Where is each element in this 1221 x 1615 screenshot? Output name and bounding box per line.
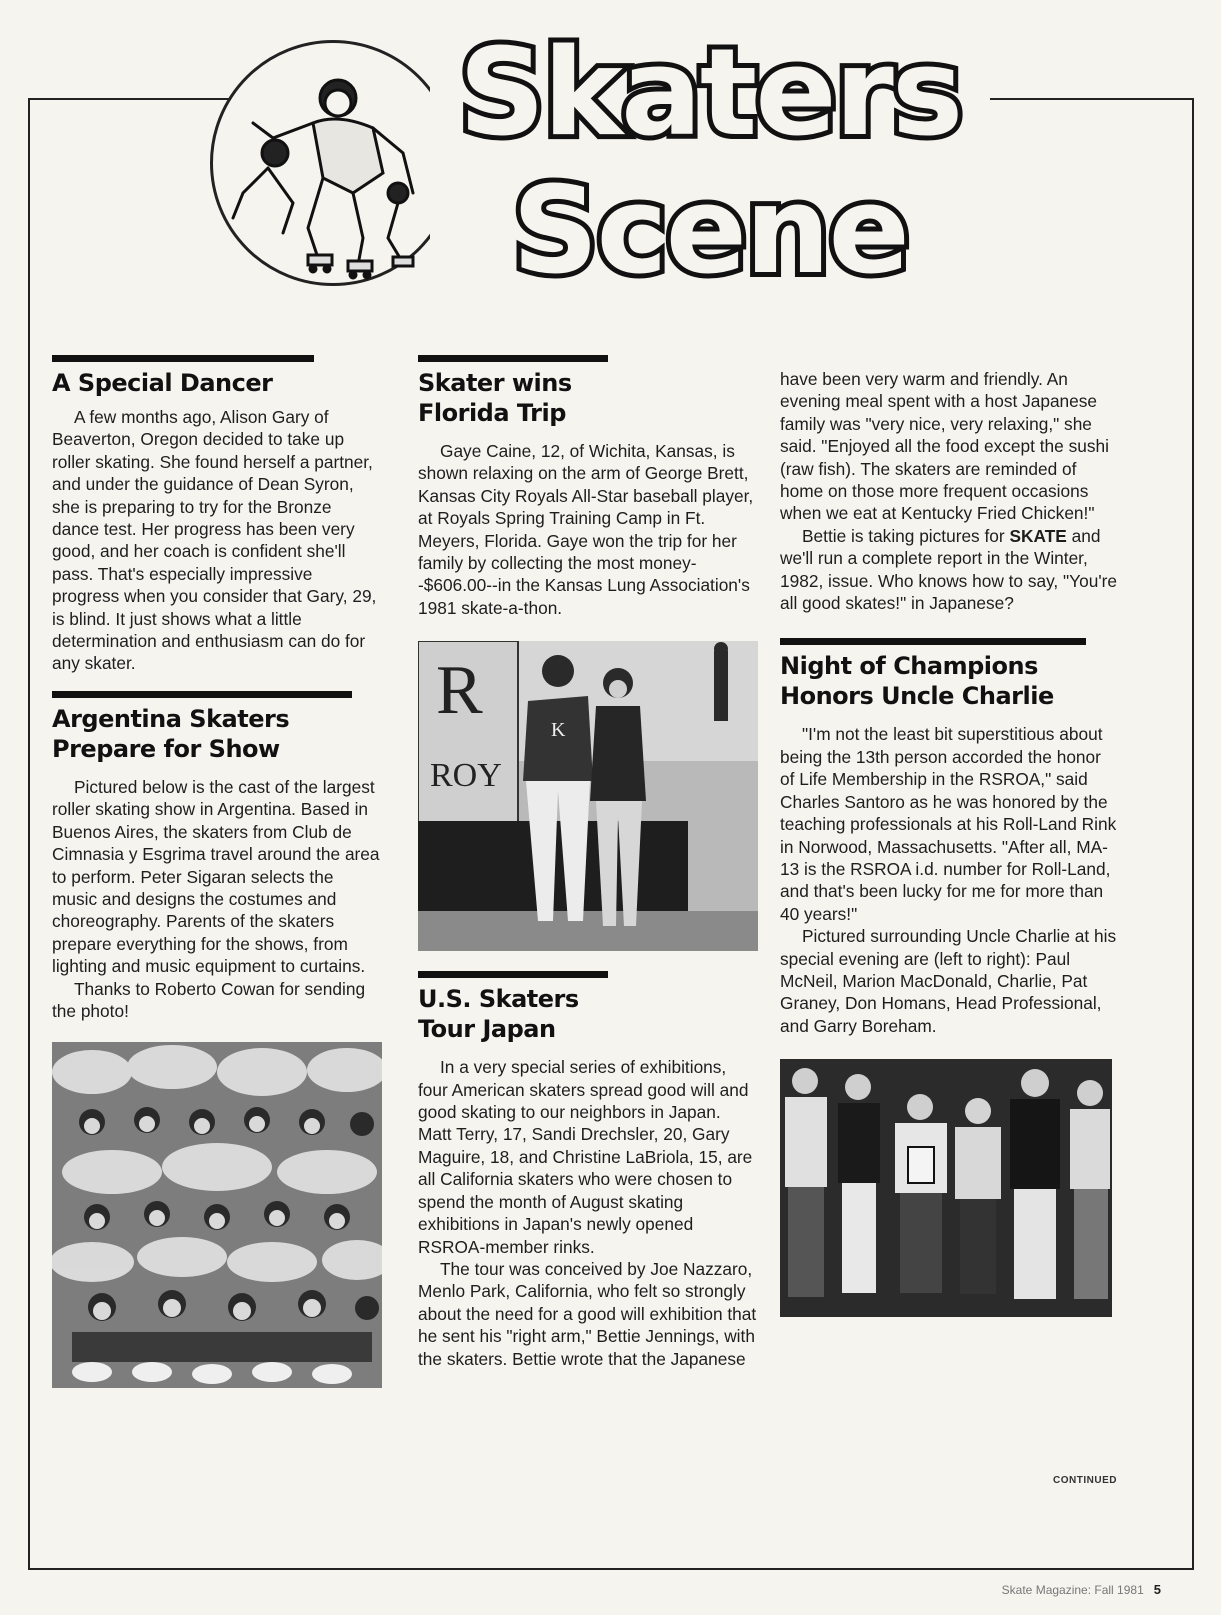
article-body-champions-2: Pictured surrounding Uncle Charlie at his special evening are (left to right): Paul McNeil, Marion MacDonald, Charlie, Pat Graney, Don Homans, Head Professional, and Garry Boreham. — [780, 926, 1117, 1036]
column-1 — [52, 355, 382, 1388]
page-footer — [1002, 1582, 1161, 1597]
article-title-japan — [418, 984, 758, 1044]
article-title-champions — [780, 651, 1120, 711]
skaters-drawing-icon — [213, 43, 453, 283]
article-body-argentina: Pictured below is the cast of the largest roller skating show in Argentina. Based in Buenos Aires, the skaters from Club de Cimnasia y Esgrima travel around the area to perform. Peter Sigaran selects the music and designs the costumes and choreography. Parents of the skaters prepare everything for the shows, from lighting and music equipment to curtains. — [52, 776, 380, 977]
section-rule — [780, 638, 1086, 645]
article-body-champions-1: "I'm not the least bit superstitious about being the 13th person accorded the honor of Life Membership in the RSROA," said Charles Santoro as he was honored by the teaching professionals at his Roll-Land Rink in Norwood, Massachusetts. "After all, MA-13 is the RSROA i.d. number for Roll-Land, and that's been lucky for me for more than 40 years!" — [780, 724, 1117, 924]
sign-letter-r: R — [436, 652, 483, 730]
continued-label: CONTINUED — [1053, 1475, 1117, 1486]
article-title-line: Prepare for Show — [52, 734, 280, 763]
sign-letters-roy: ROY — [430, 757, 502, 795]
article-body-florida: Gaye Caine, 12, of Wichita, Kansas, is shown relaxing on the arm of George Brett, Kansas City Royals All-Star baseball player, at Royals Spring Training Camp in Ft. Meyers, Florida. Gaye won the trip for her family by collecting the most money--$606.00--in the Kansas Lung Association's 1981 skate-a-thon. — [418, 441, 754, 618]
masthead-line-2: Scene — [512, 162, 908, 301]
text-span: Bettie is taking pictures for — [802, 525, 1005, 546]
page-number: 5 — [1153, 1582, 1161, 1597]
column-3 — [780, 368, 1120, 1317]
article-body-special-dancer: A few months ago, Alison Gary of Beaverton, Oregon decided to take up roller skating. She found herself a partner, and under the guidance of Dean Syron, she is preparing to try for the Bronze dance test. Her progress has been very good, and her coach is confident she'll pass. That's especially impressive progress when you consider that Gary, 29, is blind. It just shows what a little determination and enthusiasm can do for any skater. — [52, 407, 377, 674]
article-title-line: Honors Uncle Charlie — [780, 682, 1054, 711]
magazine-issue: Skate Magazine: Fall 1981 — [1001, 1583, 1144, 1597]
article-title-line: Florida Trip — [418, 399, 566, 427]
article-title-special-dancer: A Special Dancer — [52, 369, 273, 397]
article-title-florida — [418, 368, 758, 428]
article-title-line: Skater wins — [418, 369, 572, 397]
article-body-argentina-thanks: Thanks to Roberto Cowan for sending the photo! — [52, 978, 366, 1021]
article-title-line: Argentina Skaters — [52, 704, 290, 733]
article-body-japan-3: have been very warm and friendly. An evening meal spent with a host Japanese family was "very nice, very relaxing," she said. "Enjoyed all the food except the sushi (raw fish). The skaters are reminded of home on those more frequent occasions when we eat at Kentucky Fried Chicken!" — [780, 369, 1109, 524]
article-title-line: Night of Champions — [780, 652, 1038, 681]
masthead — [430, 22, 990, 312]
section-rule — [52, 691, 352, 698]
section-rule — [418, 971, 608, 978]
article-title-line: Tour Japan — [418, 1015, 556, 1044]
masthead-line-1: Skaters — [458, 24, 962, 163]
text-span: and we'll run a complete report in the Winter, 1982, issue. Who knows how to say, "You're all good skates!" in Japanese? — [780, 525, 1117, 614]
magazine-name: SKATE — [1009, 525, 1067, 546]
column-2 — [418, 355, 758, 1370]
article-body-japan-1: In a very special series of exhibitions, four American skaters spread good will and good skating to our neighbors in Japan. Matt Terry, 17, Sandi Drechsler, 20, Gary Maguire, 18, and Christine LaBriola, 15, are all California skaters who were chosen to spend the month of August skating exhibitions in Japan's newly opened RSROA-member rinks. — [418, 1057, 753, 1257]
section-rule — [418, 355, 608, 362]
jersey-letter-k: K — [551, 719, 566, 742]
article-body-japan-2: The tour was conceived by Joe Nazzaro, Menlo Park, California, who felt so strongly about the need for a good will exhibition that he sent his "right arm," Bettie Jennings, with the skaters. Bettie wrote that the Japanese — [418, 1258, 757, 1369]
photo-argentina-cast — [52, 1042, 382, 1388]
skaters-illustration — [210, 40, 456, 286]
article-title-line: U.S. Skaters — [418, 985, 579, 1014]
photo-uncle-charlie-group — [780, 1059, 1112, 1317]
section-rule — [52, 355, 314, 362]
article-body-japan-4 — [780, 525, 1120, 615]
article-title-argentina — [52, 704, 382, 764]
photo-brett-caine — [418, 641, 758, 951]
